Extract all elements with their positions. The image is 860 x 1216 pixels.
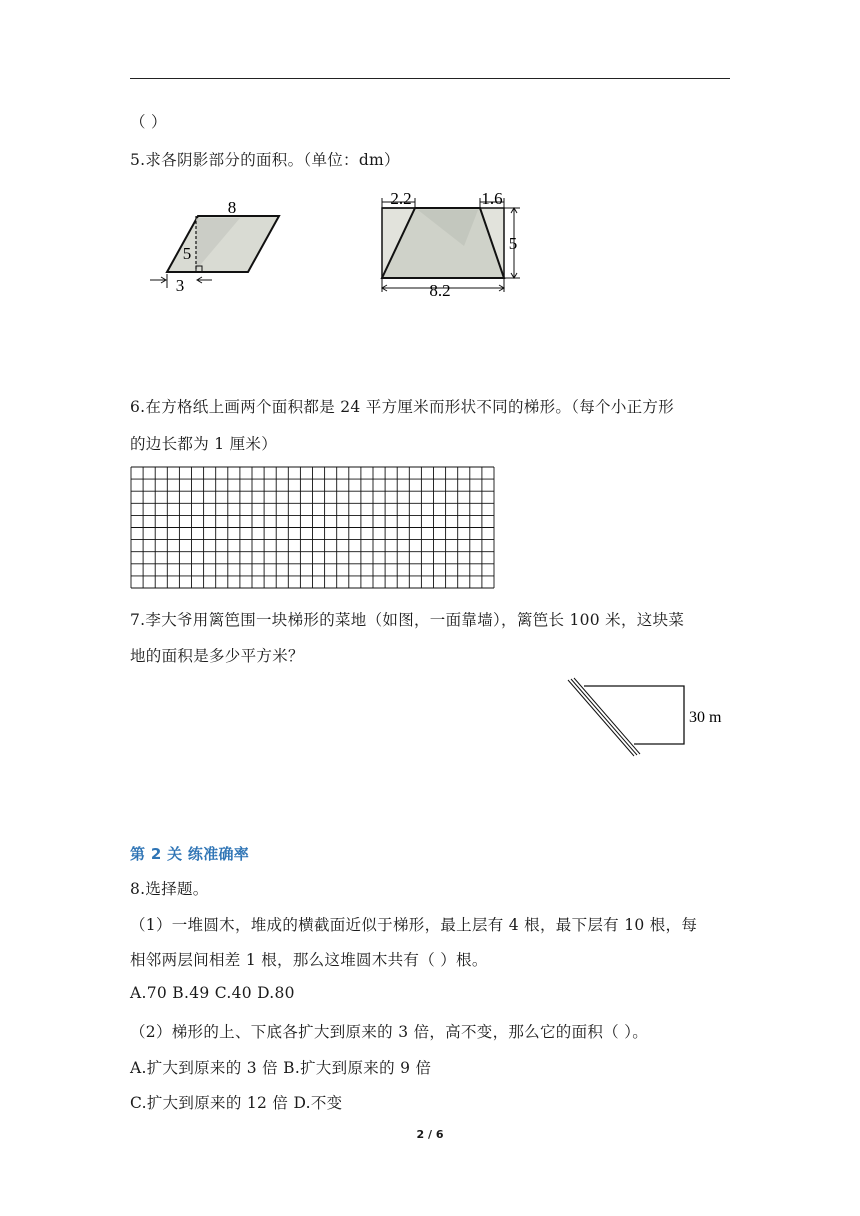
- q8-p1-line1: （1）一堆圆木，堆成的横截面近似于梯形，最上层有 4 根，最下层有 10 根，每: [130, 916, 698, 934]
- section-heading: 第 2 关 练准确率: [130, 845, 250, 863]
- page-number: 2 / 6: [416, 1128, 444, 1141]
- q8-p2-line1: （2）梯形的上、下底各扩大到原来的 3 倍，高不变，那么它的面积（ ）。: [130, 1023, 649, 1041]
- q8-p1-line2: 相邻两层间相差 1 根，那么这堆圆木共有（ ）根。: [130, 951, 488, 969]
- q7-text-line1: 7.李大爷用篱笆围一块梯形的菜地（如图，一面靠墙），篱笆长 100 米，这块菜: [130, 611, 685, 629]
- q5-text: 5.求各阴影部分的面积。（单位：dm）: [130, 151, 400, 169]
- q8-p2-options-1: A.扩大到原来的 3 倍 B.扩大到原来的 9 倍: [130, 1059, 432, 1077]
- label-height: 5: [508, 234, 518, 253]
- label-30m: 30 m: [689, 709, 722, 726]
- q7-field-figure: [564, 676, 730, 760]
- label-offset-3: 3: [175, 276, 185, 294]
- q6-text-line2: 的边长都为 1 厘米）: [130, 435, 278, 453]
- q8-p1-options: A.70 B.49 C.40 D.80: [130, 984, 295, 1002]
- q6-square-grid: [130, 466, 496, 590]
- q4-answer-blank: （ ）: [130, 113, 167, 131]
- q5-parallelogram-figure: [140, 196, 290, 294]
- q6-text-line1: 6.在方格纸上画两个面积都是 24 平方厘米而形状不同的梯形。（每个小正方形: [130, 398, 675, 416]
- label-left-top: 2.2: [390, 189, 412, 208]
- header-rule: [130, 78, 730, 79]
- label-bottom: 8.2: [429, 281, 451, 300]
- q5-trapezoid-figure: [370, 188, 530, 300]
- label-height-5: 5: [182, 244, 192, 263]
- label-right-top: 1.6: [481, 189, 503, 208]
- q8-title: 8.选择题。: [130, 880, 209, 898]
- q8-p2-options-2: C.扩大到原来的 12 倍 D.不变: [130, 1094, 343, 1112]
- label-top-8: 8: [227, 198, 237, 217]
- q7-text-line2: 地的面积是多少平方米？: [130, 647, 304, 665]
